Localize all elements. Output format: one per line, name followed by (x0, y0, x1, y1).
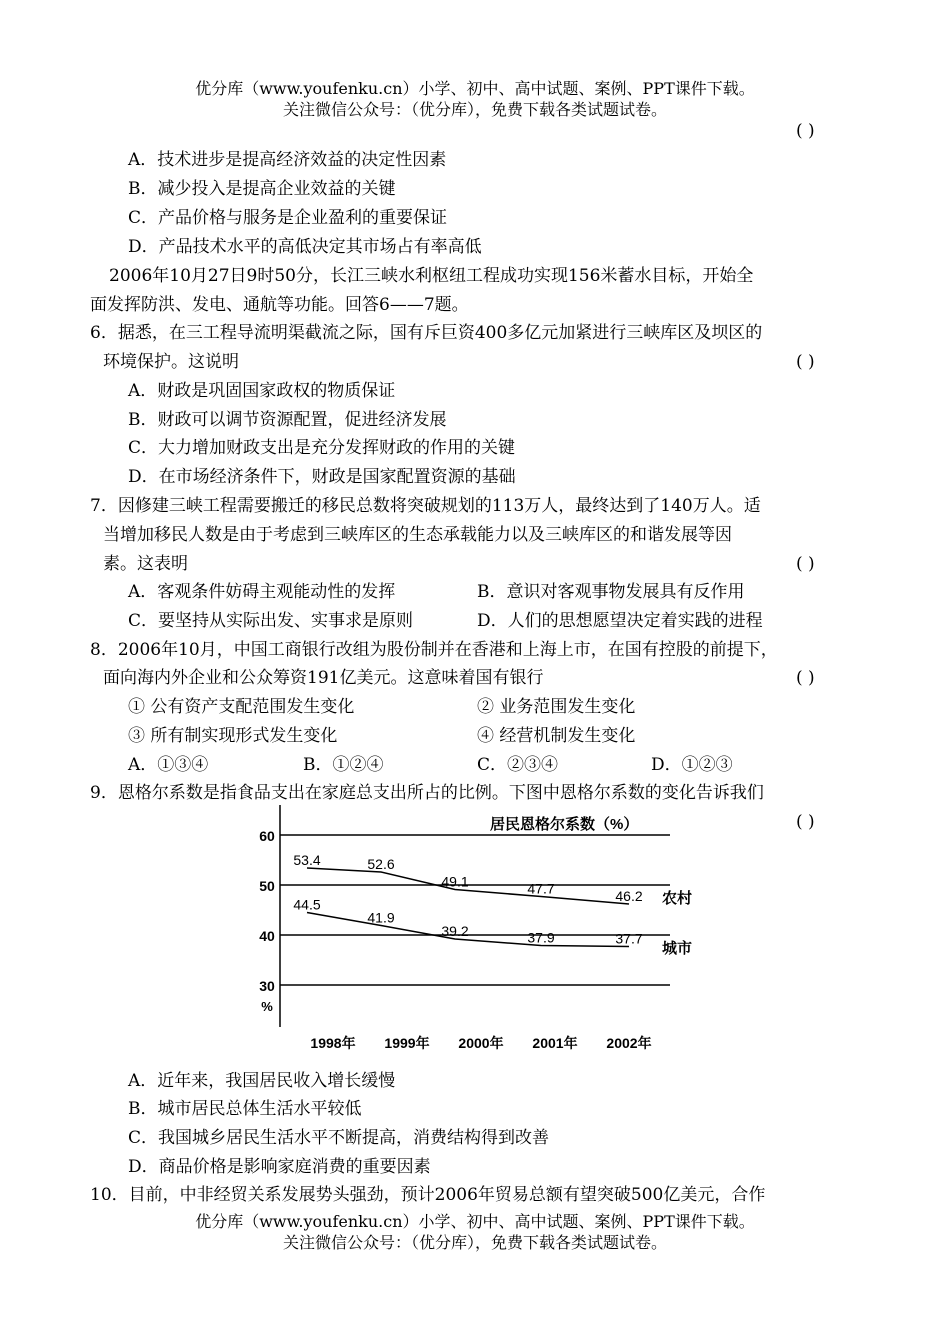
data-label-urban: 39.2 (441, 923, 469, 939)
q9-stem-line1: 9．恩格尔系数是指食品支出在家庭总支出所占的比例。下图中恩格尔系数的变化告诉我们 (90, 783, 764, 803)
q6-stem-line2: 环境保护。这说明 (103, 352, 239, 372)
q8-item-4: ④ 经营机制发生变化 (477, 726, 636, 746)
x-tick-label: 2000年 (458, 1035, 504, 1051)
q8-option-d: D．①②③ (651, 755, 733, 775)
answer-blank: ( ) (796, 352, 815, 372)
q6-option-c: C．大力增加财政支出是充分发挥财政的作用的关键 (128, 438, 516, 458)
x-tick-label: 2001年 (532, 1035, 578, 1051)
data-label-rural: 47.7 (527, 880, 555, 897)
data-label-urban: 44.5 (293, 896, 321, 913)
q7-stem-line3: 素。这表明 (103, 554, 188, 574)
data-label-rural: 46.2 (615, 888, 643, 904)
page-footer-line2: 关注微信公众号：（优分库），免费下载各类试题试卷。 (282, 1233, 667, 1252)
q8-stem-line2: 面向海内外企业和公众筹资191亿美元。这意味着国有银行 (103, 668, 544, 688)
q5-option-d: D．产品技术水平的高低决定其市场占有率高低 (128, 237, 482, 257)
q9-option-c: C．我国城乡居民生活水平不断提高，消费结构得到改善 (128, 1128, 550, 1148)
q5-option-c: C．产品价格与服务是企业盈利的重要保证 (128, 208, 448, 228)
q9-option-d: D．商品价格是影响家庭消费的重要因素 (128, 1157, 431, 1177)
q7-option-c: C．要坚持从实际出发、实事求是原则 (128, 611, 414, 631)
data-label-urban: 37.9 (527, 929, 555, 946)
data-label-rural: 52.6 (367, 856, 395, 872)
data-label-rural: 53.4 (293, 852, 321, 868)
q8-option-c: C．②③④ (477, 755, 559, 775)
q6-stem-line1: 6．据悉，在三工程导流明渠截流之际，国有斥巨资400多亿元加紧进行三峡库区及坝区的 (90, 323, 763, 343)
data-label-urban: 37.7 (615, 930, 643, 947)
q8-item-2: ② 业务范围发生变化 (477, 697, 636, 717)
answer-blank: ( ) (796, 121, 815, 141)
q8-item-3: ③ 所有制实现形式发生变化 (128, 726, 338, 746)
q8-option-a: A．①③④ (128, 755, 209, 775)
answer-blank: ( ) (796, 812, 815, 832)
answer-blank: ( ) (796, 668, 815, 688)
x-tick-label: 2002年 (606, 1035, 652, 1051)
series-label-rural: 农村 (662, 890, 693, 907)
q7-option-a: A．客观条件妨碍主观能动性的发挥 (128, 582, 396, 602)
q5-option-b: B．减少投入是提高企业效益的关键 (128, 179, 396, 199)
intro-line1: 2006年10月27日9时50分，长江三峡水利枢纽工程成功实现156米蓄水目标，开始全 (109, 266, 754, 286)
chart-title: 居民恩格尔系数（%） (490, 816, 639, 833)
data-label-urban: 41.9 (367, 909, 395, 926)
q6-option-d: D．在市场经济条件下，财政是国家配置资源的基础 (128, 467, 516, 487)
page-footer-line1: 优分库（www.youfenku.cn）小学、初中、高中试题、案例、PPT课件下载。 (195, 1212, 755, 1231)
series-label-urban: 城市 (662, 940, 693, 957)
q8-stem-line1: 8．2006年10月，中国工商银行改组为股份制并在香港和上海上市，在国有控股的前提下， (90, 640, 778, 660)
q6-option-a: A．财政是巩固国家政权的物质保证 (128, 381, 396, 401)
y-tick-label: 40 (259, 928, 275, 944)
q7-stem-line2: 当增加移民人数是由于考虑到三峡库区的生态承载能力以及三峡库区的和谐发展等因 (103, 525, 732, 545)
q7-option-d: D．人们的思想愿望决定着实践的进程 (477, 611, 763, 631)
y-axis-unit: % (261, 999, 273, 1014)
engel-coefficient-chart (245, 805, 693, 1065)
x-tick-label: 1998年 (310, 1035, 356, 1051)
x-tick-label: 1999年 (384, 1035, 430, 1051)
answer-blank: ( ) (796, 554, 815, 574)
q8-item-1: ① 公有资产支配范围发生变化 (128, 697, 355, 717)
page-header-line1: 优分库（www.youfenku.cn）小学、初中、高中试题、案例、PPT课件下载。 (195, 79, 755, 98)
q7-option-b: B．意识对客观事物发展具有反作用 (477, 582, 745, 602)
q6-option-b: B．财政可以调节资源配置，促进经济发展 (128, 410, 447, 430)
q10-stem-line1: 10．目前，中非经贸关系发展势头强劲，预计2006年贸易总额有望突破500亿美元，合作 (90, 1185, 766, 1205)
y-tick-label: 50 (259, 878, 275, 894)
q8-option-b: B．①②④ (303, 755, 384, 775)
q7-stem-line1: 7．因修建三峡工程需要搬迁的移民总数将突破规划的113万人，最终达到了140万人。适 (90, 496, 761, 516)
q9-option-a: A．近年来，我国居民收入增长缓慢 (128, 1071, 396, 1091)
y-tick-label: 30 (259, 978, 275, 994)
q9-option-b: B．城市居民总体生活水平较低 (128, 1099, 362, 1119)
q5-option-a: A．技术进步是提高经济效益的决定性因素 (128, 150, 447, 170)
intro-line2: 面发挥防洪、发电、通航等功能。回答6——7题。 (90, 295, 469, 315)
data-label-rural: 49.1 (441, 873, 469, 890)
page-header-line2: 关注微信公众号：（优分库），免费下载各类试题试卷。 (282, 100, 667, 119)
y-tick-label: 60 (259, 828, 275, 844)
